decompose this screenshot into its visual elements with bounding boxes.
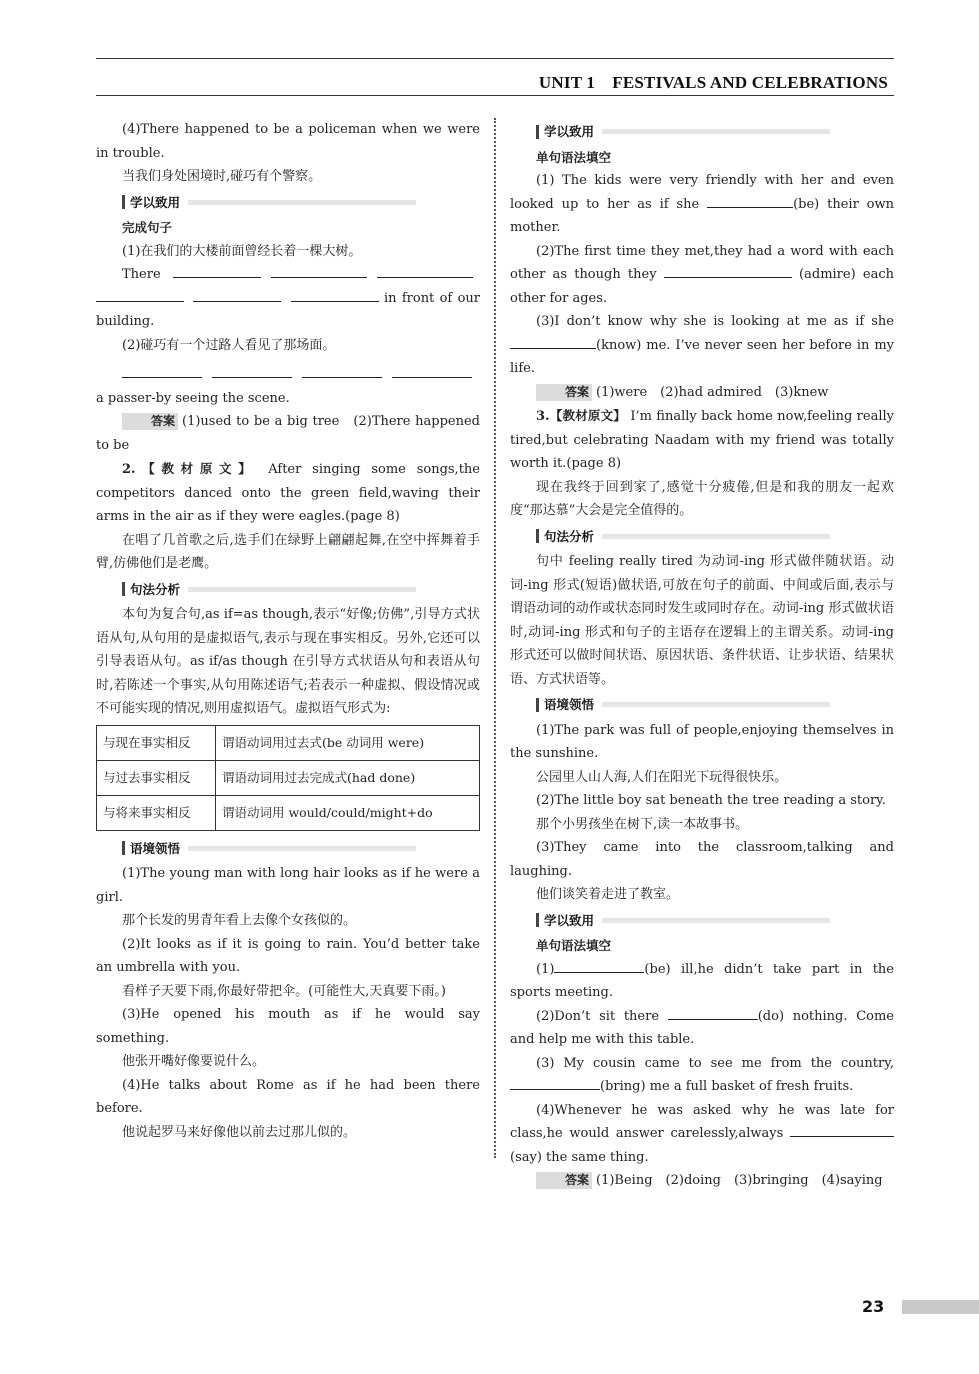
table-cell: 与过去事实相反 bbox=[97, 760, 216, 795]
source-sentence bbox=[510, 404, 894, 476]
answer-text: (1)were (2)had admired (3)knew bbox=[596, 384, 829, 400]
heading-bar-icon bbox=[122, 841, 125, 855]
context-translation: 他们谈笑着走进了教室。 bbox=[536, 887, 680, 902]
context-translation: 看样子天要下雨,你最好带把伞。(可能性大,天真要下雨。) bbox=[122, 983, 446, 999]
section-label: 句法分析 bbox=[130, 581, 181, 597]
analysis-text: 本句为复合句,as if=as though,表示“好像;仿佛”,引导方式状语从句,从句用的是虚拟语气,表示与现在事实相反。另外,它还可以引导表语从句。as if/as though 在引导方式状语从句和表语从句时,若陈述一个事实,从句用陈述语气;若表示一种虚拟、假设情况或不可能实现的情况,则用虚拟语气。虚拟语气形式为: bbox=[96, 607, 480, 716]
answer-badge: 答案 bbox=[122, 413, 178, 430]
answer-blank[interactable] bbox=[392, 363, 472, 378]
heading-bar-icon bbox=[536, 698, 539, 712]
heading-rule bbox=[602, 702, 830, 707]
question-1-start-word: There bbox=[122, 267, 161, 282]
context-translation: 那个小男孩坐在树下,读一本故事书。 bbox=[536, 816, 749, 832]
section-label: 语境领悟 bbox=[544, 697, 595, 712]
context-example: (2)It looks as if it is going to rain. You’d better take an umbrella with you. bbox=[96, 936, 480, 975]
exercise-title: 完成句子 bbox=[122, 220, 173, 235]
question-2-tail: a passer-by seeing the scene. bbox=[96, 390, 290, 406]
fill-question-1 bbox=[510, 169, 894, 240]
question-2-line bbox=[96, 357, 480, 387]
section-label: 学以致用 bbox=[544, 912, 595, 928]
fill-question-5 bbox=[510, 1005, 894, 1052]
source-sentence bbox=[96, 457, 480, 529]
context-example: (3)They came into the classroom,talking and laughing. bbox=[510, 840, 894, 879]
answer-blank[interactable] bbox=[173, 263, 261, 278]
fill-question-4 bbox=[510, 958, 894, 1005]
context-example: (1)The young man with long hair looks as if he were a girl. bbox=[96, 866, 480, 905]
context-translation: 公园里人山人海,人们在阳光下玩得很快乐。 bbox=[536, 769, 788, 785]
answer-blank[interactable] bbox=[510, 334, 596, 349]
item-number: 2. bbox=[122, 462, 136, 477]
right-column bbox=[510, 118, 894, 1193]
question-text: (know) me. I’ve never seen her before in my life. bbox=[510, 337, 894, 376]
page-header bbox=[96, 58, 894, 96]
table-row bbox=[97, 795, 480, 830]
question-1-line-2 bbox=[96, 287, 480, 334]
source-translation: 在唱了几首歌之后,选手们在绿野上翩翩起舞,在空中挥舞着手臂,仿佛他们是老鹰。 bbox=[96, 532, 480, 571]
context-translation: 他说起罗马来好像他以前去过那儿似的。 bbox=[122, 1124, 357, 1140]
context-example: (4)He talks about Rome as if he had been there before. bbox=[96, 1077, 480, 1116]
answer-blank[interactable] bbox=[193, 287, 281, 302]
heading-rule bbox=[188, 846, 416, 851]
question-text: (be) ill,he didn’t take part in the sports meeting. bbox=[510, 961, 894, 1000]
answer-line bbox=[510, 1169, 894, 1193]
section-heading-context bbox=[122, 837, 480, 861]
answer-text: (1)used to be a big tree (2)There happened to be bbox=[96, 414, 480, 453]
section-heading-context bbox=[536, 693, 894, 717]
section-heading-practice bbox=[536, 120, 894, 144]
table-row bbox=[97, 760, 480, 795]
answer-blank[interactable] bbox=[664, 263, 792, 278]
section-heading-analysis bbox=[536, 525, 894, 549]
answer-blank[interactable] bbox=[212, 363, 292, 378]
answer-blank[interactable] bbox=[668, 1005, 758, 1020]
question-text: (bring) me a full basket of fresh fruits. bbox=[600, 1079, 854, 1094]
heading-bar-icon bbox=[122, 582, 125, 596]
example-sentence: (4)There happened to be a policeman when we were in trouble. bbox=[96, 122, 480, 161]
answer-blank[interactable] bbox=[291, 287, 379, 302]
fill-question-6 bbox=[510, 1052, 894, 1099]
item-number: 3. bbox=[536, 409, 550, 424]
question-text: (4)Whenever he was asked why he was late for class,he would answer carelessly,always bbox=[510, 1102, 894, 1141]
question-text: (2)The first time they met,they had a word with each other as though they bbox=[510, 243, 894, 282]
heading-bar-icon bbox=[536, 913, 539, 927]
fill-question-7 bbox=[510, 1099, 894, 1170]
heading-rule bbox=[602, 534, 830, 539]
section-heading-practice bbox=[122, 191, 480, 215]
left-column bbox=[96, 118, 480, 1144]
fill-question-3 bbox=[510, 310, 894, 381]
table-cell: 谓语动词用过去完成式(had done) bbox=[216, 760, 480, 795]
section-heading-practice-2 bbox=[536, 909, 894, 933]
question-text: (3) My cousin came to see me from the country, bbox=[536, 1055, 894, 1071]
answer-blank[interactable] bbox=[96, 287, 184, 302]
section-label: 学以致用 bbox=[544, 124, 595, 139]
table-row bbox=[97, 725, 480, 760]
source-badge: 【教材原文】 bbox=[135, 461, 258, 476]
answer-blank[interactable] bbox=[377, 263, 473, 278]
question-2-prompt: (2)碰巧有一个过路人看见了那场面。 bbox=[122, 337, 336, 353]
section-label: 学以致用 bbox=[130, 194, 181, 210]
question-text: (3)I don’t know why she is looking at me as if she bbox=[536, 314, 894, 329]
source-text: I’m finally back home now,feeling really tired,but celebrating Naadam with my friend was totally worth it.(page 8) bbox=[510, 409, 894, 471]
heading-rule bbox=[188, 200, 416, 205]
heading-bar-icon bbox=[122, 195, 125, 209]
answer-line bbox=[96, 410, 480, 457]
analysis-text: 句中 feeling really tired 为动词-ing 形式做伴随状语。动词-ing 形式(短语)做状语,可放在句子的前面、中间或后面,表示与谓语动词的动作或状态同时发生或同时存在。动词-ing 形式做状语时,动词-ing 形式和句子的主语存在逻辑上的主谓关系。动词-ing 形式还可以做时间状语、原因状语、条件状语、让步状语、结果状语、方式状语等。 bbox=[510, 554, 894, 687]
answer-blank[interactable] bbox=[790, 1122, 894, 1137]
heading-bar-icon bbox=[536, 529, 539, 543]
table-cell: 谓语动词用过去式(be 动词用 were) bbox=[216, 725, 480, 760]
question-text: (1) bbox=[536, 961, 555, 977]
question-text: (be) their own mother. bbox=[510, 196, 894, 235]
answer-line bbox=[510, 381, 894, 405]
question-text: (do) nothing. Come and help me with this table. bbox=[510, 1008, 894, 1047]
answer-blank[interactable] bbox=[122, 363, 202, 378]
question-text: (say) the same thing. bbox=[510, 1149, 649, 1165]
heading-rule bbox=[602, 918, 830, 923]
section-label: 语境领悟 bbox=[130, 840, 181, 856]
exercise-title: 单句语法填空 bbox=[536, 149, 612, 165]
subjunctive-table bbox=[96, 725, 480, 831]
example-translation: 当我们身处困境时,碰巧有个警察。 bbox=[122, 169, 322, 184]
heading-bar-icon bbox=[536, 125, 539, 139]
table-cell: 与将来事实相反 bbox=[97, 795, 216, 830]
answer-badge: 答案 bbox=[536, 384, 592, 401]
source-translation: 现在我终于回到家了,感觉十分疲倦,但是和我的朋友一起欢度“那达慕”大会是完全值得的。 bbox=[510, 479, 894, 518]
column-divider bbox=[494, 118, 496, 1158]
page-number: 23 bbox=[862, 1297, 885, 1316]
question-1-prompt: (1)在我们的大楼前面曾经长着一棵大树。 bbox=[122, 243, 362, 259]
context-translation: 那个长发的男青年看上去像个女孩似的。 bbox=[122, 913, 357, 928]
answer-blank[interactable] bbox=[707, 193, 793, 208]
answer-blank[interactable] bbox=[302, 363, 382, 378]
heading-rule bbox=[188, 587, 416, 592]
answer-blank[interactable] bbox=[271, 263, 367, 278]
page-number-bar bbox=[902, 1300, 979, 1314]
question-text: (1) The kids were very friendly with her and even looked up to her as if she bbox=[510, 173, 894, 212]
context-translation: 他张开嘴好像要说什么。 bbox=[122, 1054, 266, 1069]
answer-text: (1)Being (2)doing (3)bringing (4)saying bbox=[596, 1173, 883, 1188]
source-text: After singing some songs,the competitors danced onto the green field,waving their arms in the air as if they were eagles.(page 8) bbox=[96, 462, 480, 524]
context-example: (3)He opened his mouth as if he would say something. bbox=[96, 1007, 480, 1046]
table-cell: 谓语动词用 would/could/might+do bbox=[216, 795, 480, 830]
question-1-line bbox=[96, 263, 480, 287]
answer-blank[interactable] bbox=[554, 958, 644, 973]
fill-question-2 bbox=[510, 240, 894, 311]
question-text: (2)Don’t sit there bbox=[536, 1008, 660, 1024]
source-badge: 【教材原文】 bbox=[549, 408, 627, 423]
heading-rule bbox=[602, 129, 830, 134]
section-heading-analysis bbox=[122, 578, 480, 602]
unit-title: UNIT 1 FESTIVALS AND CELEBRATIONS bbox=[538, 73, 888, 92]
question-1-tail: in front of our building. bbox=[96, 290, 480, 329]
answer-blank[interactable] bbox=[510, 1075, 600, 1090]
context-example: (2)The little boy sat beneath the tree reading a story. bbox=[536, 793, 886, 808]
answer-badge: 答案 bbox=[536, 1172, 592, 1189]
question-text: (admire) each other for ages. bbox=[510, 267, 894, 306]
context-example: (1)The park was full of people,enjoying themselves in the sunshine. bbox=[510, 722, 894, 761]
table-cell: 与现在事实相反 bbox=[97, 725, 216, 760]
section-label: 句法分析 bbox=[544, 528, 595, 544]
exercise-title: 单句语法填空 bbox=[536, 938, 612, 953]
